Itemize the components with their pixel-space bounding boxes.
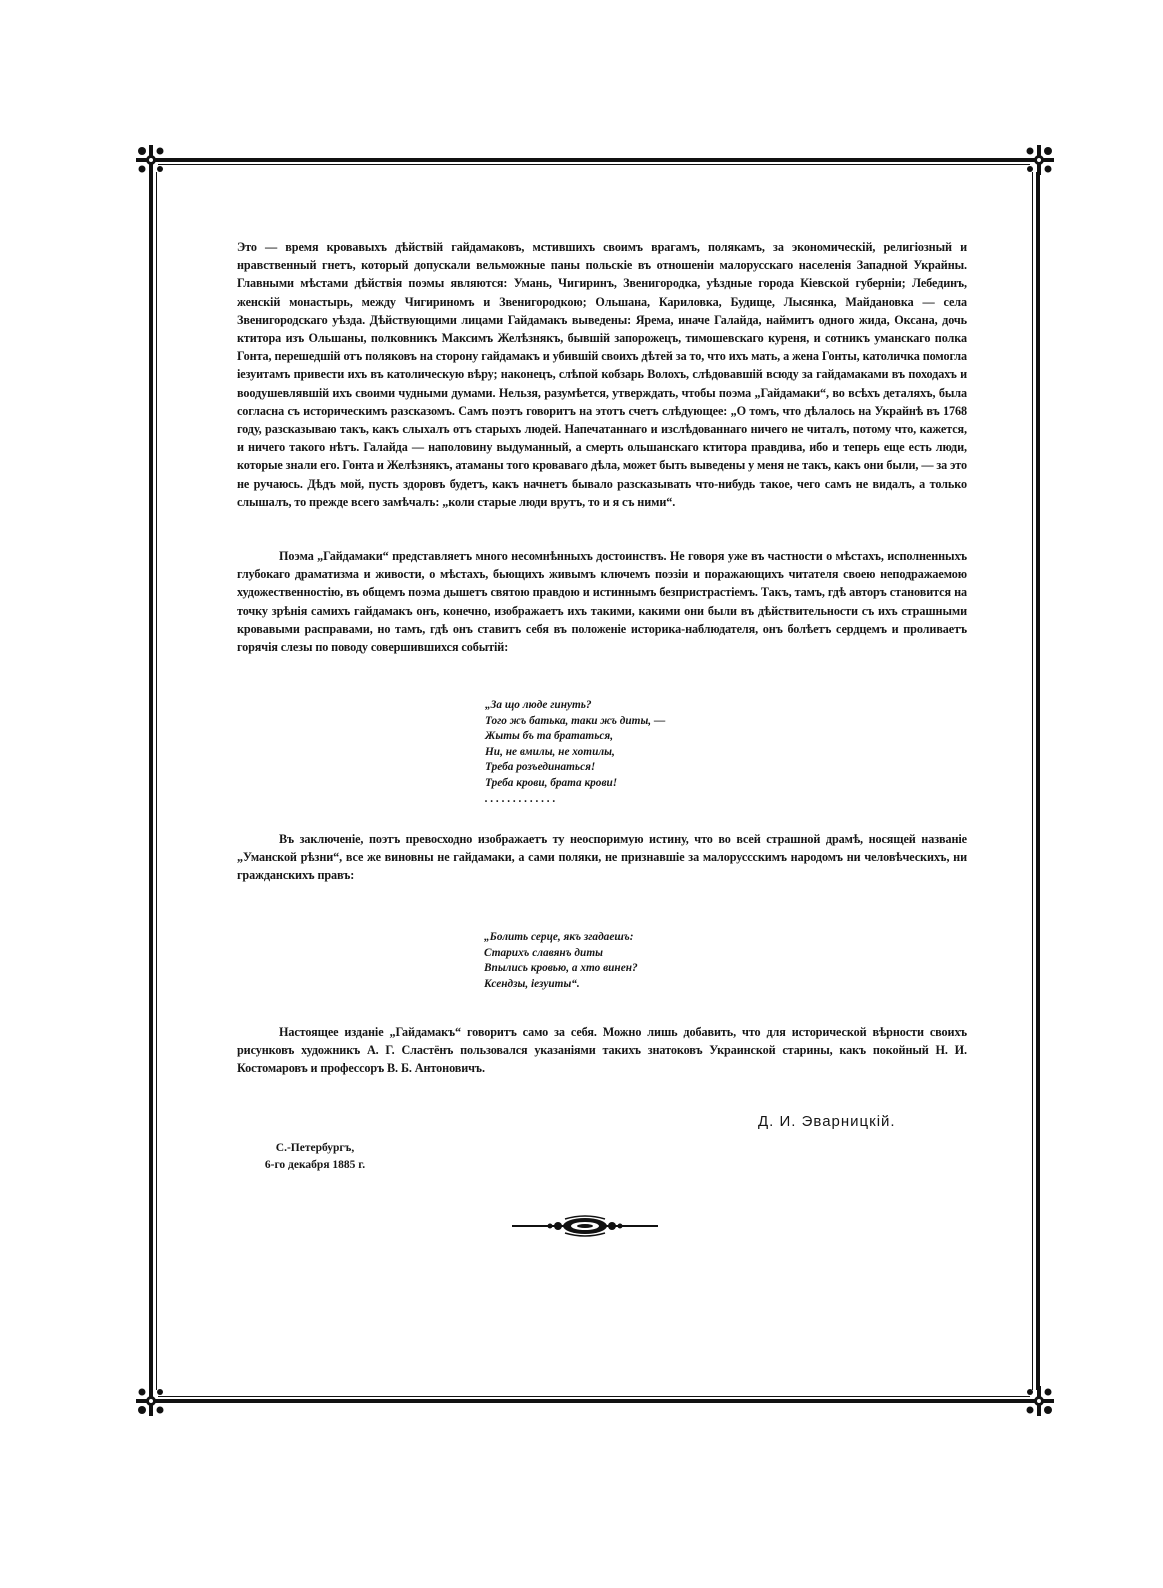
paragraph-merits: Поэма „Гайдамаки“ представляетъ много несомнѣнныхъ достоинствъ. Не говоря уже въ частности о мѣстахъ, исполненныхъ глубокаго драматизма и живости, о мѣстахъ, бьющихъ живымъ ключемъ поэзіи и поражающихъ читателя своею неподражаемою художественностію, въ общемъ поэма дышетъ святою правдою и истиннымъ безпристрастіемъ. Такъ, тамъ, гдѣ авторъ становится на точку зрѣнія самихъ гайдамакъ онъ, конечно, изображаетъ ихъ такими, какими они были въ дѣйствительности съ ихъ страшными кровавыми расправами, но тамъ, гдѣ онъ ставитъ себя въ положеніе историка-наблюдателя, онъ болѣетъ сердцемъ и проливаетъ горячія слезы по поводу совершившихся событій: (237, 549, 967, 655)
verse-line: Треба розъединаться! (485, 761, 596, 774)
verse-line: Старихъ славянъ диты (484, 946, 603, 959)
verse-line: Впылись кровью, а хто винен? (484, 962, 638, 975)
verse-line: „Болить серце, якъ згадаешъ: (484, 931, 634, 943)
verse-ellipsis: . . . . . . . . . . . . . (485, 792, 556, 805)
frame-left-line (149, 172, 153, 1390)
corner-ornament-bottom-left-icon (134, 1384, 168, 1418)
verse-block-1 (485, 698, 665, 807)
paragraph-intro: Это — время кровавыхъ дѣйствій гайдамаковъ, мстившихъ своимъ врагамъ, полякамъ, за экономическій, религіозный и нравственный гнетъ, который допускали вельможные паны польскіе въ отношеніи малорусскаго населенія Западной Украйны. Главными мѣстами дѣйствія поэмы являются: Умань, Чигиринъ, Звенигородка, уѣздные города Кіевской губерніи; Лебединъ, женскій монастырь, между Чигириномъ и Звенигородкою; Ольшана, Кариловка, Будище, Лысянка, Майдановка — села Звенигородскаго уѣзда. Дѣйствующими лицами Гайдамакъ выведены: Ярема, иначе Галайда, наймитъ одного жида, Оксана, дочь ктитора изъ Ольшаны, полковникъ Максимъ Желѣзнякъ, бывшій запорожецъ, тимошевскаго куреня, и сотникъ уманскаго полка Гонта, перешедшій отъ поляковъ на сторону гайдамакъ и убившій своихъ дѣтей за то, что ихъ мать, а жена Гонты, католичка помогла іезуитамъ привести ихъ въ католическую вѣру; наконецъ, слѣпой кобзарь Волохъ, слѣдовавшій всюду за гайдамаками въ походахъ и воодушевлявшій ихъ своими чудными думами. Нельзя, разумѣется, утверждать, чтобы поэма „Гайдамаки“, во всѣхъ деталяхъ, была согласна съ историческимъ разсказомъ. Самъ поэтъ говоритъ на этотъ счетъ слѣдующее: „О томъ, что дѣлалось на Украйнѣ въ 1768 году, разсказываю такъ, какъ слыхалъ отъ старыхъ людей. Напечатаннаго и изслѣдованнаго ничего не читалъ, потому что, кажется, и ничего такого нѣтъ. Галайда — наполовину выдуманный, а смерть ольшанскаго ктитора правдива, ибо и теперь еще есть люди, которые знали его. Гонта и Желѣзнякъ, атаманы того кровавагo дѣла, может быть выведены у меня не такъ, какъ они были, — за это не ручаюсь. Дѣдъ мой, пусть здоровъ будетъ, какъ начнетъ бывало разсказывать что-нибудь такое, чего самъ не видалъ, а только слышалъ, то прежде всего замѣчалъ: „коли старые люди врутъ, то и я съ ними“. (237, 240, 967, 509)
verse-line: Ни, не вмилы, не хотилы, (485, 745, 615, 758)
frame-bottom-line (158, 1399, 1030, 1403)
verse-line: Жыты бъ та брататься, (485, 730, 614, 743)
frame-top-line (158, 158, 1030, 162)
place-date (245, 1140, 385, 1174)
verse-line: „За що люде гинуть? (485, 699, 592, 711)
frame-bottom-inner-line (158, 1396, 1030, 1397)
place: С.-Петербургъ, (275, 1142, 355, 1154)
verse-block-2 (484, 930, 638, 992)
frame-left-inner-line (156, 172, 157, 1390)
verse-line: Ксендзы, іезуиты“. (484, 977, 580, 990)
date: 6-го декабря 1885 г. (264, 1159, 366, 1171)
frame-right-line (1036, 172, 1040, 1390)
corner-ornament-top-left-icon (134, 143, 168, 177)
tailpiece-ornament-icon (510, 1215, 660, 1237)
corner-ornament-bottom-right-icon (1022, 1384, 1056, 1418)
frame-top-inner-line (158, 164, 1030, 165)
paragraph-conclusion: Въ заключеніе, поэтъ превосходно изображаетъ ту неоспоримую истину, что во всей страшной драмѣ, носящей названіе „Уманской рѣзни“, все же виновны не гайдамаки, а сами поляки, не признавшіе за малоруссскимъ народомъ ни человѣческихъ, ни гражданскихъ правъ: (237, 832, 967, 883)
verse-line: Треба крови, брата крови! (485, 776, 618, 789)
frame-right-inner-line (1032, 172, 1033, 1390)
corner-ornament-top-right-icon (1022, 143, 1056, 177)
verse-line: Того жъ батька, таки жъ диты, — (485, 714, 666, 727)
author-signature: Д. И. Эварницкій. (758, 1113, 896, 1130)
paragraph-edition-note: Настоящее изданіе „Гайдамакъ“ говоритъ само за себя. Можно лишь добавить, что для исторической вѣрности своихъ рисунковъ художникъ А. Г. Сластёнъ пользовался указаніями такихъ знатоковъ Украинской старины, какъ покойный Н. И. Костомаровъ и профессоръ В. Б. Антоновичъ. (237, 1025, 967, 1076)
